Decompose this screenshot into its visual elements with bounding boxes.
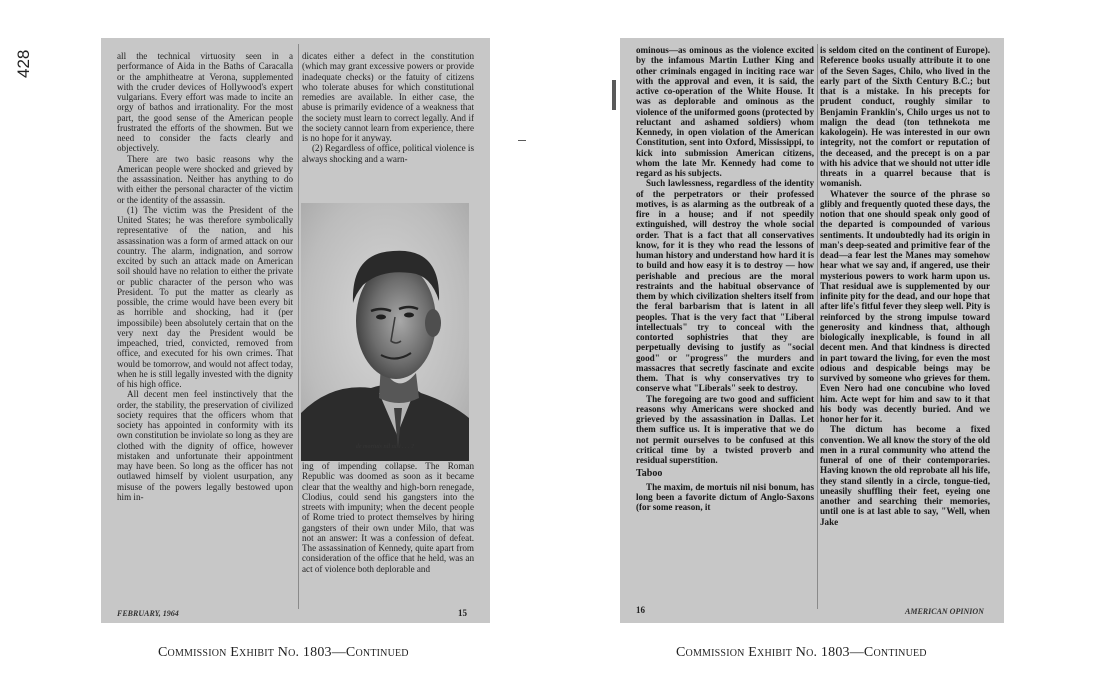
page-number: 428: [14, 49, 33, 78]
paragraph: The dictum has become a fixed convention. We all know the story of the old men in a rural community who attend the funeral of one of their contemporaries. Having known the old reprobate all his life, they stand silently in a circle, tongue-tied, uneasily shuffling their feet, eyeing one another and searching their memories, until one is at last able to say, "Well, when Jake: [820, 424, 990, 527]
scan-mark: [518, 140, 526, 141]
scan-mark: [612, 80, 616, 110]
paragraph: ominous—as ominous as the violence excited by the infamous Martin Luther King and other criminals engaged in inciting race war with the approval and even, it is said, the active co-operation of the White House. It was as deplorable and ominous as the violence of the uniformed goons (protected by reluctant and ashamed soldiers) whom Kennedy, in open violation of the American Constitution, sent into Oxford, Mississippi, to kick into submission American citizens, whom the late Mr. Kennedy had come to regard as his subjects.: [636, 45, 814, 178]
paragraph: Such lawlessness, regardless of the identity of the perpetrators or their professed motives, is as alarming as the outbreak of a fire in a house; and if not speedily extinguished, will destroy the whole social order. That is a fact that all conservatives know, for it is they who read the lessons of human history and understand how hard it is to build and how easy it is to destroy — how perishable and precious are the moral restraints and the habitual observance of them by which civilization shelters itself from the feral barbarism that is latent in all peoples. That is the very fact that "Liberal intellectuals" try to conceal with the contorted sophistries that they are perpetually devising to justify as "social good" or "progress" the murders and massacres that secretly fascinate and excite them. That is why conservatives try to conserve what "Liberals" seek to destroy.: [636, 178, 814, 394]
left-column-2-bottom: [302, 461, 474, 608]
paragraph: (1) The victim was the President of the United States; he was therefore symbolically representative of the nation, and his assassination was a form of armed attack on our country. The alarm, indignation, and sorrow excited by such an attack made on American soil should have no relation to either the private or public character of the person who was President. To put the matter as clearly as possible, the crime would have been every bit as horrible and shocking, had it (per impossibile) been absolutely certain that on the very next day the President would be impeached, tried, convicted, removed from office, and executed for his own crimes. That would be tomorrow, and would not affect today, when he is still legally invested with the dignity of his high office.: [117, 204, 293, 389]
paragraph: There are two basic reasons why the American people were shocked and grieved by the assassination. Neither has anything to do with either the personal character of the victim or the identity of the assassin.: [117, 153, 293, 205]
section-heading: Taboo: [636, 468, 663, 480]
footer-page-number: 15: [458, 608, 467, 618]
right-page: [620, 38, 1004, 623]
paragraph: dicates either a defect in the constitution (which may grant excessive powers or provide inadequate checks) or the fatuity of citizens who tolerate abuses for which constitutional remedies are available. In either case, the abuse is primarily evidence of a weakness that the society must learn to correct legally. And if the society cannot learn from experience, there is no hope for it anyway.: [302, 51, 474, 143]
right-column-2: [820, 45, 990, 605]
paragraph: The foregoing are two good and sufficient reasons why Americans were shocked and grieved by the assassination in Dallas. Let them suffice us. It is imperative that we do not permit ourselves to be confused at this critical time by a twisted proverb and residual superstition.: [636, 393, 814, 465]
footer-page-number: 16: [636, 605, 645, 615]
column-divider: [298, 44, 299, 609]
exhibit-caption-right: Commission Exhibit No. 1803—Continued: [676, 645, 927, 660]
footer-date: FEBRUARY, 1964: [117, 609, 179, 618]
footer-publication: AMERICAN OPINION: [905, 607, 984, 616]
paragraph: ing of impending collapse. The Roman Republic was doomed as soon as it became clear that the wealthy and high-born renegade, Clodius, could send his gangsters into the streets with impunity; when the decent people of Rome tried to protect themselves by hiring gangsters of their own under Milo, that was not an answer: It was a confession of defeat. The assassination of Kennedy, quite apart from consideration of the office that he held, was an act of violence both deplorable and: [302, 461, 474, 574]
paragraph: (2) Regardless of office, political violence is always shocking and a warn-: [302, 143, 474, 164]
left-column-2-top: [302, 51, 474, 203]
paragraph: is seldom cited on the continent of Europe). Reference books usually attribute it to one of the Seven Sages, Chilo, who lived in the early part of the Sixth Century B.C.; but that is a mistake. In his precepts for prudent conduct, roughly similar to Benjamin Franklin's, Chilo urges us not to malign the dead (ton tethnekota me kakologein). He was interested in our own integrity, not the comfort or reputation of the deceased, and the precept is on a par with his advice that we should not utter idle threats in a quarrel because that is womanish.: [820, 45, 990, 189]
portrait-photo: [301, 203, 469, 461]
left-page: [101, 38, 490, 623]
right-column-1: [636, 45, 814, 605]
paragraph: All decent men feel instinctively that the order, the stability, the preservation of civilized society requires that the officers whom that society has appointed in conformity with its own constitution be inviolate so long as they are clothed with the dignity of office, however mistaken and unfortunate their appointment may have been. So long as the officer has not outlawed himself by violent usurpation, any misuse of the powers legally bestowed upon him in-: [117, 389, 293, 502]
paragraph: The maxim, de mortuis nil nisi bonum, has long been a favorite dictum of Anglo-Saxons (for some reason, it: [636, 481, 814, 512]
photo-caption: de mortuis nil nisi . . . ?: [355, 444, 415, 450]
paragraph: Whatever the source of the phrase so glibly and frequently quoted these days, the notion that one should speak only good of the departed is compounded of various sentiments. It undoubtedly had its origin in man's deep-seated and primitive fear of the dead—a fear lest the Manes may somehow hear what we say and, if angered, use their mysterious powers to work harm upon us. That residual awe is supplemented by our infinite pity for the dead, and our hope that after life's fitful fever they sleep well. Pity is reinforced by the strong impulse toward generosity and kindness that, although biologically inexplicable, is found in all decent men. And that kindness is directed in part toward the living, for even the most odious and despicable beings may be survived by someone who grieves for them. Even Nero had one concubine who loved him. Acte wept for him and saw to it that his body was decently buried. And we honor her for it.: [820, 188, 990, 424]
left-column-1: [117, 51, 293, 606]
column-divider: [817, 44, 818, 609]
paragraph: all the technical virtuosity seen in a performance of Aida in the Baths of Caracalla or the amphitheatre at Verona, supplemented with the cruder devices of Hollywood's expert vulgarians. Every effort was made to incite an orgy of bathos and irrationality. For the most part, the good sense of the American people frustrated the efforts of the showmen. But we need to consider the facts clearly and objectively.: [117, 51, 293, 154]
exhibit-caption-left: Commission Exhibit No. 1803—Continued: [158, 645, 409, 660]
